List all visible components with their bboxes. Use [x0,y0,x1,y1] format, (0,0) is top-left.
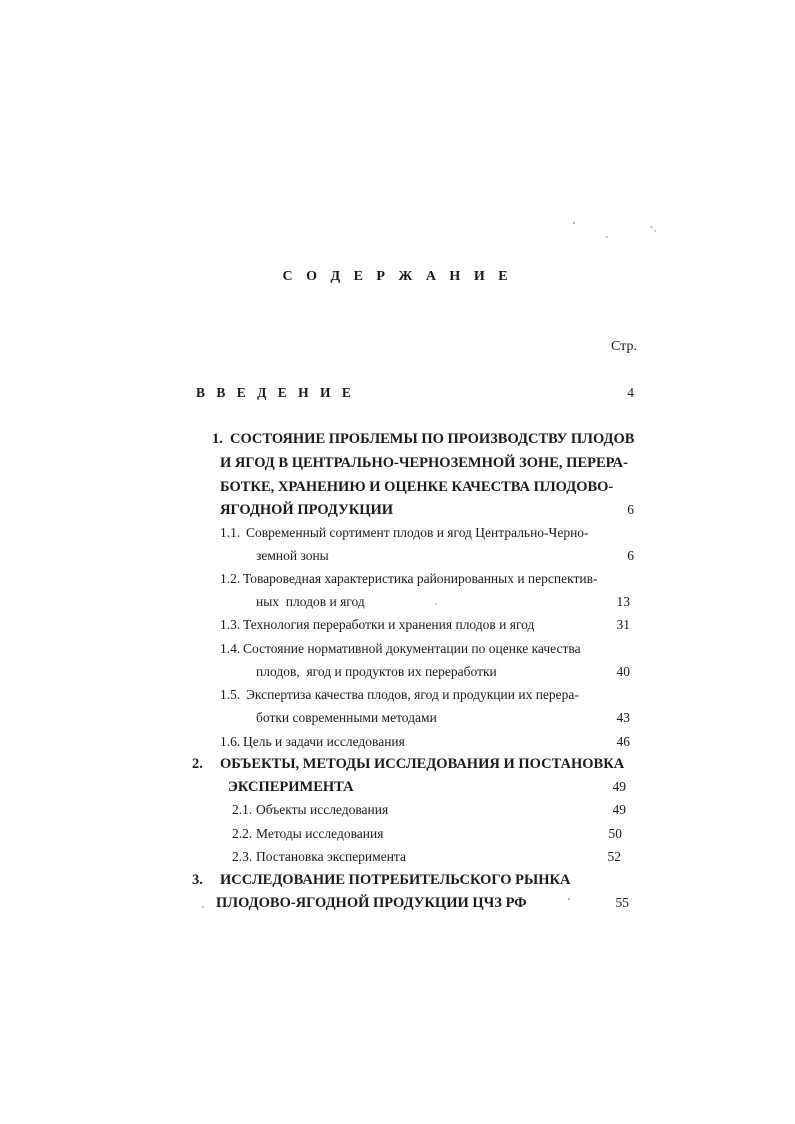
toc-entry-1-line-3: БОТКЕ, ХРАНЕНИЮ И ОЦЕНКЕ КАЧЕСТВА ПЛОДОВО- [220,479,614,495]
toc-entry-1-3-line-1: Технология переработки и хранения плодов и ягод [243,617,535,632]
toc-entry-2-1-page: 49 [612,802,626,817]
scan-speck [202,906,204,908]
toc-intro-page: 4 [627,385,634,400]
toc-entry-3-line-2: ПЛОДОВО-ЯГОДНОЙ ПРОДУКЦИИ ЦЧЗ РФ [216,895,527,911]
toc-entry-2-3-number: 2.3. [232,849,253,864]
toc-entry-1-4-number: 1.4. [220,641,241,656]
toc-entry-1-2-page: 13 [616,594,630,609]
toc-entry-1-1-page: 6 [627,548,634,563]
toc-entry-2-2-line-1: Методы исследования [256,826,384,841]
scan-speck [568,898,570,900]
toc-entry-2-3-line-1: Постановка эксперимента [256,849,406,864]
toc-entry-1-2-line-2: ных плодов и ягод [256,594,365,609]
toc-entry-1-2-line-1: Товароведная характеристика районированных и перспектив- [243,571,598,586]
scan-speck [650,226,653,228]
scan-speck [573,222,575,224]
toc-entry-1-6-line-1: Цель и задачи исследования [243,734,405,749]
toc-entry-1-6-page: 46 [616,734,630,749]
toc-intro-title: В В Е Д Е Н И Е [196,385,355,400]
toc-entry-2-number: 2. [192,756,203,772]
toc-entry-1-3-page: 31 [616,617,630,632]
toc-entry-1-2-number: 1.2. [220,571,241,586]
page-column-label: Стр. [611,339,637,354]
toc-entry-1-4-line-2: плодов, ягод и продуктов их переработки [256,664,497,679]
toc-entry-3-number: 3. [192,872,203,888]
toc-entry-2-line-1: ОБЪЕКТЫ, МЕТОДЫ ИССЛЕДОВАНИЯ И ПОСТАНОВКА [220,756,625,772]
toc-entry-1-line-2: И ЯГОД В ЦЕНТРАЛЬНО-ЧЕРНОЗЕМНОЙ ЗОНЕ, ПЕРЕРА- [220,455,628,471]
toc-entry-2-3-page: 52 [607,849,621,864]
toc-entry-1-5-page: 43 [616,710,630,725]
toc-entry-1-1-line-2: земной зоны [256,548,329,563]
page-title: С О Д Е Р Ж А Н И Е [282,269,513,284]
toc-entry-1-number: 1. [212,431,223,447]
toc-entry-1-line-1: СОСТОЯНИЕ ПРОБЛЕМЫ ПО ПРОИЗВОДСТВУ ПЛОДОВ [230,431,635,447]
toc-entry-2-2-page: 50 [608,826,622,841]
toc-entry-1-1-number: 1.1. [220,525,241,540]
scan-speck [435,603,437,605]
toc-entry-3-page: 55 [615,895,629,910]
toc-entry-1-4-page: 40 [616,664,630,679]
toc-entry-1-5-line-1: Экспертиза качества плодов, ягод и продукции их перера- [246,687,579,702]
toc-entry-1-1-line-1: Современный сортимент плодов и ягод Центрально-Черно- [246,525,589,540]
toc-entry-2-page: 49 [612,779,626,794]
toc-entry-1-4-line-1: Состояние нормативной документации по оценке качества [243,641,581,656]
toc-entry-2-1-line-1: Объекты исследования [256,802,389,817]
toc-entry-2-line-2: ЭКСПЕРИМЕНТА [228,779,354,795]
toc-entry-2-2-number: 2.2. [232,826,253,841]
scan-speck [606,236,608,238]
scan-speck [654,230,656,232]
toc-entry-1-5-number: 1.5. [220,687,241,702]
toc-entry-1-6-number: 1.6. [220,734,241,749]
toc-entry-1-page: 6 [627,502,634,517]
toc-entry-1-5-line-2: ботки современными методами [256,710,437,725]
toc-entry-3-line-1: ИССЛЕДОВАНИЕ ПОТРЕБИТЕЛЬСКОГО РЫНКА [220,872,571,888]
toc-entry-1-3-number: 1.3. [220,617,241,632]
toc-entry-2-1-number: 2.1. [232,802,253,817]
toc-entry-1-line-4: ЯГОДНОЙ ПРОДУКЦИИ [220,502,394,518]
